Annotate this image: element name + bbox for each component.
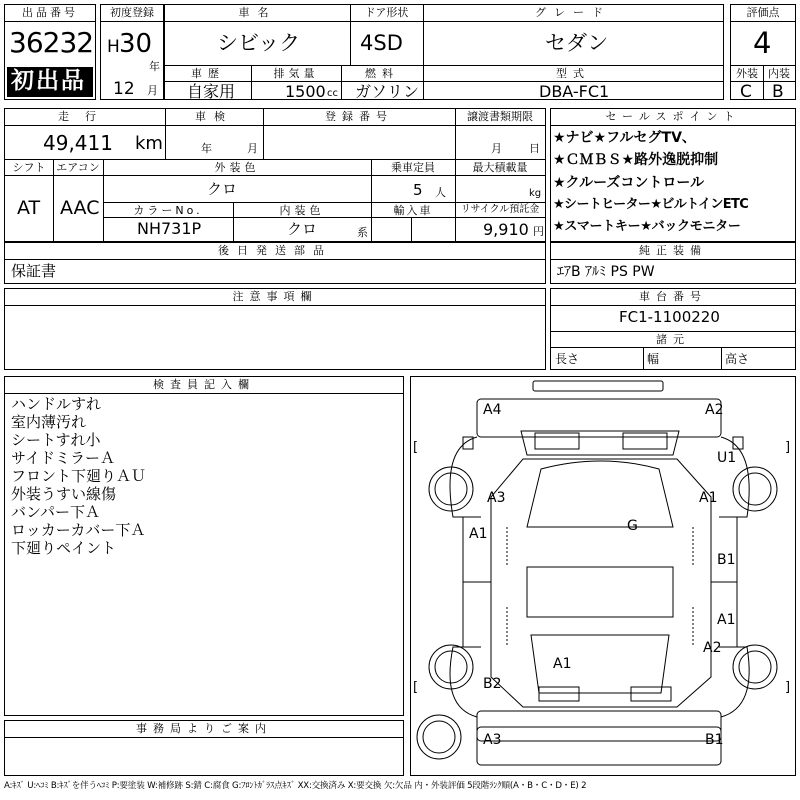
year-unit: 年	[149, 60, 160, 73]
chassis-value: FC1-1100220	[619, 308, 720, 326]
damage-mark: U1	[717, 450, 737, 466]
import-label: 輸入車	[393, 204, 433, 217]
bracket-right: ]	[785, 440, 791, 455]
sales-line: ★クルーズコントロール	[553, 175, 705, 191]
sales-line: ★シートヒーター★ビルトインETC	[553, 197, 749, 212]
exterior-grade: C	[740, 82, 752, 102]
lot-number-box	[4, 4, 96, 100]
model-value: DBA-FC1	[539, 82, 610, 101]
chassis-label: 車台番号	[639, 290, 707, 303]
damage-mark: A2	[703, 640, 722, 656]
length-label: 長さ	[555, 352, 580, 366]
era-year: 30	[119, 29, 153, 59]
mileage-label: 走行	[58, 110, 112, 123]
int-color-label: 内装色	[279, 204, 325, 217]
sales-line: ★スマートキー★バックモニター	[553, 219, 741, 234]
equipment-value: ｴｱB ｱﾙﾐ PS PW	[557, 264, 655, 280]
transfer-month-unit: 月	[491, 142, 502, 155]
inspector-line: バンパー下Ａ	[11, 503, 100, 521]
damage-mark: A2	[705, 402, 724, 418]
shift-label: シフト	[12, 161, 46, 174]
fuel-value: ガソリン	[355, 82, 420, 101]
damage-mark: G	[627, 518, 638, 534]
car-name: シビック	[217, 31, 301, 55]
interior-grade: B	[772, 82, 784, 102]
door-label: ドア形状	[364, 6, 409, 19]
car-diagram	[410, 376, 796, 776]
recycle-unit: 円	[533, 225, 544, 238]
width-label: 幅	[647, 352, 660, 366]
ext-color-value: クロ	[207, 180, 238, 198]
color-no-value: NH731P	[137, 219, 202, 238]
ac-value: AAC	[60, 197, 100, 219]
sales-line: ★ナビ★フルセグTV、	[553, 130, 696, 146]
damage-mark: A1	[469, 526, 488, 542]
equipment-label: 純正装備	[639, 244, 707, 257]
inspector-line: 外装うすい線傷	[11, 485, 117, 503]
displacement-unit: cc	[327, 88, 338, 99]
color-no-label: カラーNo.	[133, 204, 203, 217]
car-outline	[411, 377, 795, 775]
displacement-label: 排気量	[273, 67, 319, 80]
inspector-line: ロッカーカバー下Ａ	[11, 521, 146, 539]
transfer-day-unit: 日	[529, 142, 540, 155]
mileage-value: 49,411	[43, 131, 113, 155]
fuel-label: 燃料	[365, 67, 399, 80]
office-label: 事務局よりご案内	[136, 722, 272, 735]
notes-box	[4, 288, 546, 370]
later-parts-box	[4, 242, 546, 284]
inspection-year-unit: 年	[201, 142, 212, 155]
damage-mark: B1	[717, 552, 736, 568]
bracket-left: [	[413, 440, 419, 455]
inspector-line: サイドミラーＡ	[11, 449, 115, 467]
inspector-line: シートすれ小	[11, 431, 101, 449]
lot-number: 36232	[9, 26, 94, 59]
month-value: 12	[113, 79, 135, 99]
first-registration-box	[100, 4, 164, 100]
month-unit: 月	[147, 84, 158, 97]
shift-value: AT	[17, 197, 41, 219]
first-listing-badge	[7, 67, 93, 97]
bracket-left: [	[413, 680, 419, 695]
notes-label: 注意事項欄	[232, 290, 318, 303]
score-label: 評価点	[746, 6, 780, 19]
inspector-box	[4, 376, 404, 716]
later-parts-label: 後日発送部品	[218, 244, 332, 257]
car-info-box	[164, 4, 724, 100]
equipment-box	[550, 242, 796, 284]
capacity-label: 乗車定員	[391, 161, 435, 174]
inspection-label: 車検	[195, 110, 233, 123]
office-box	[4, 720, 404, 776]
inspector-line: 室内薄汚れ	[11, 413, 87, 431]
damage-mark: B1	[705, 732, 724, 748]
exterior-label: 外装	[736, 67, 758, 80]
bracket-right: ]	[785, 680, 791, 695]
inspector-line: フロント下廻りＡＵ	[11, 467, 147, 485]
capacity-value: 5	[413, 181, 423, 199]
grade-label: グレード	[535, 6, 611, 19]
mileage-unit: km	[135, 133, 163, 154]
lot-number-label: 出品番号	[22, 6, 78, 19]
int-color-suffix: 系	[357, 226, 368, 239]
capacity-unit: 人	[435, 186, 446, 199]
inspector-line: 下廻りペイント	[11, 539, 117, 557]
inspector-label: 検査員記入欄	[153, 378, 255, 391]
ac-label: エアコン	[56, 161, 100, 174]
damage-mark: A3	[483, 732, 502, 748]
first-listing-text: 初出品	[11, 68, 86, 94]
ext-color-label: 外装色	[214, 161, 260, 174]
score-value: 4	[753, 26, 772, 60]
sales-points-box	[550, 108, 796, 242]
displacement-value: 1500	[285, 82, 326, 101]
damage-mark: A1	[717, 612, 736, 628]
interior-label: 内装	[768, 67, 790, 80]
recycle-value: 9,910	[483, 220, 529, 239]
later-parts-value: 保証書	[11, 262, 57, 280]
chassis-box	[550, 288, 796, 370]
door-value: 4SD	[360, 31, 403, 55]
damage-mark: A3	[487, 490, 506, 506]
damage-mark: A1	[699, 490, 718, 506]
sales-points-label: セールスポイント	[605, 110, 741, 123]
inspector-line: ハンドルすれ	[11, 395, 102, 413]
era-letter: H	[107, 37, 120, 57]
damage-mark: A1	[553, 656, 572, 672]
max-load-unit: kg	[529, 188, 542, 199]
transfer-label: 譲渡書類期限	[467, 110, 533, 123]
legend: A:ｷｽﾞ U:ﾍｺﾐ B:ｷｽﾞを伴うﾍｺﾐ P:要塗装 W:補修跡 S:錆 C:腐食 G:ﾌﾛﾝﾄｶﾞﾗｽ点ｷｽﾞ XX:交換済み X:要交換 欠:欠品 内・外装評価 5段階ﾗﾝｸ順(A・B・C・D・E) 2	[4, 781, 587, 791]
history-value: 自家用	[187, 82, 236, 101]
recycle-label: リサイクル預託金	[460, 204, 540, 215]
sales-line: ★ＣＭＢＳ★路外逸脱抑制	[553, 152, 719, 168]
first-registration-label: 初度登録	[110, 6, 154, 19]
score-box	[730, 4, 796, 100]
damage-mark: A4	[483, 402, 502, 418]
reg-no-label: 登録番号	[325, 110, 393, 123]
specs-box	[4, 108, 546, 242]
car-name-label: 車名	[238, 6, 277, 19]
height-label: 高さ	[725, 352, 750, 366]
int-color-value: クロ	[287, 220, 318, 238]
grade-value: セダン	[545, 31, 609, 55]
history-label: 車歴	[191, 67, 225, 80]
dims-label: 諸元	[656, 333, 690, 346]
model-label: 型式	[556, 67, 590, 80]
damage-mark: B2	[483, 676, 502, 692]
max-load-label: 最大積載量	[472, 161, 528, 174]
inspection-month-unit: 月	[247, 142, 258, 155]
